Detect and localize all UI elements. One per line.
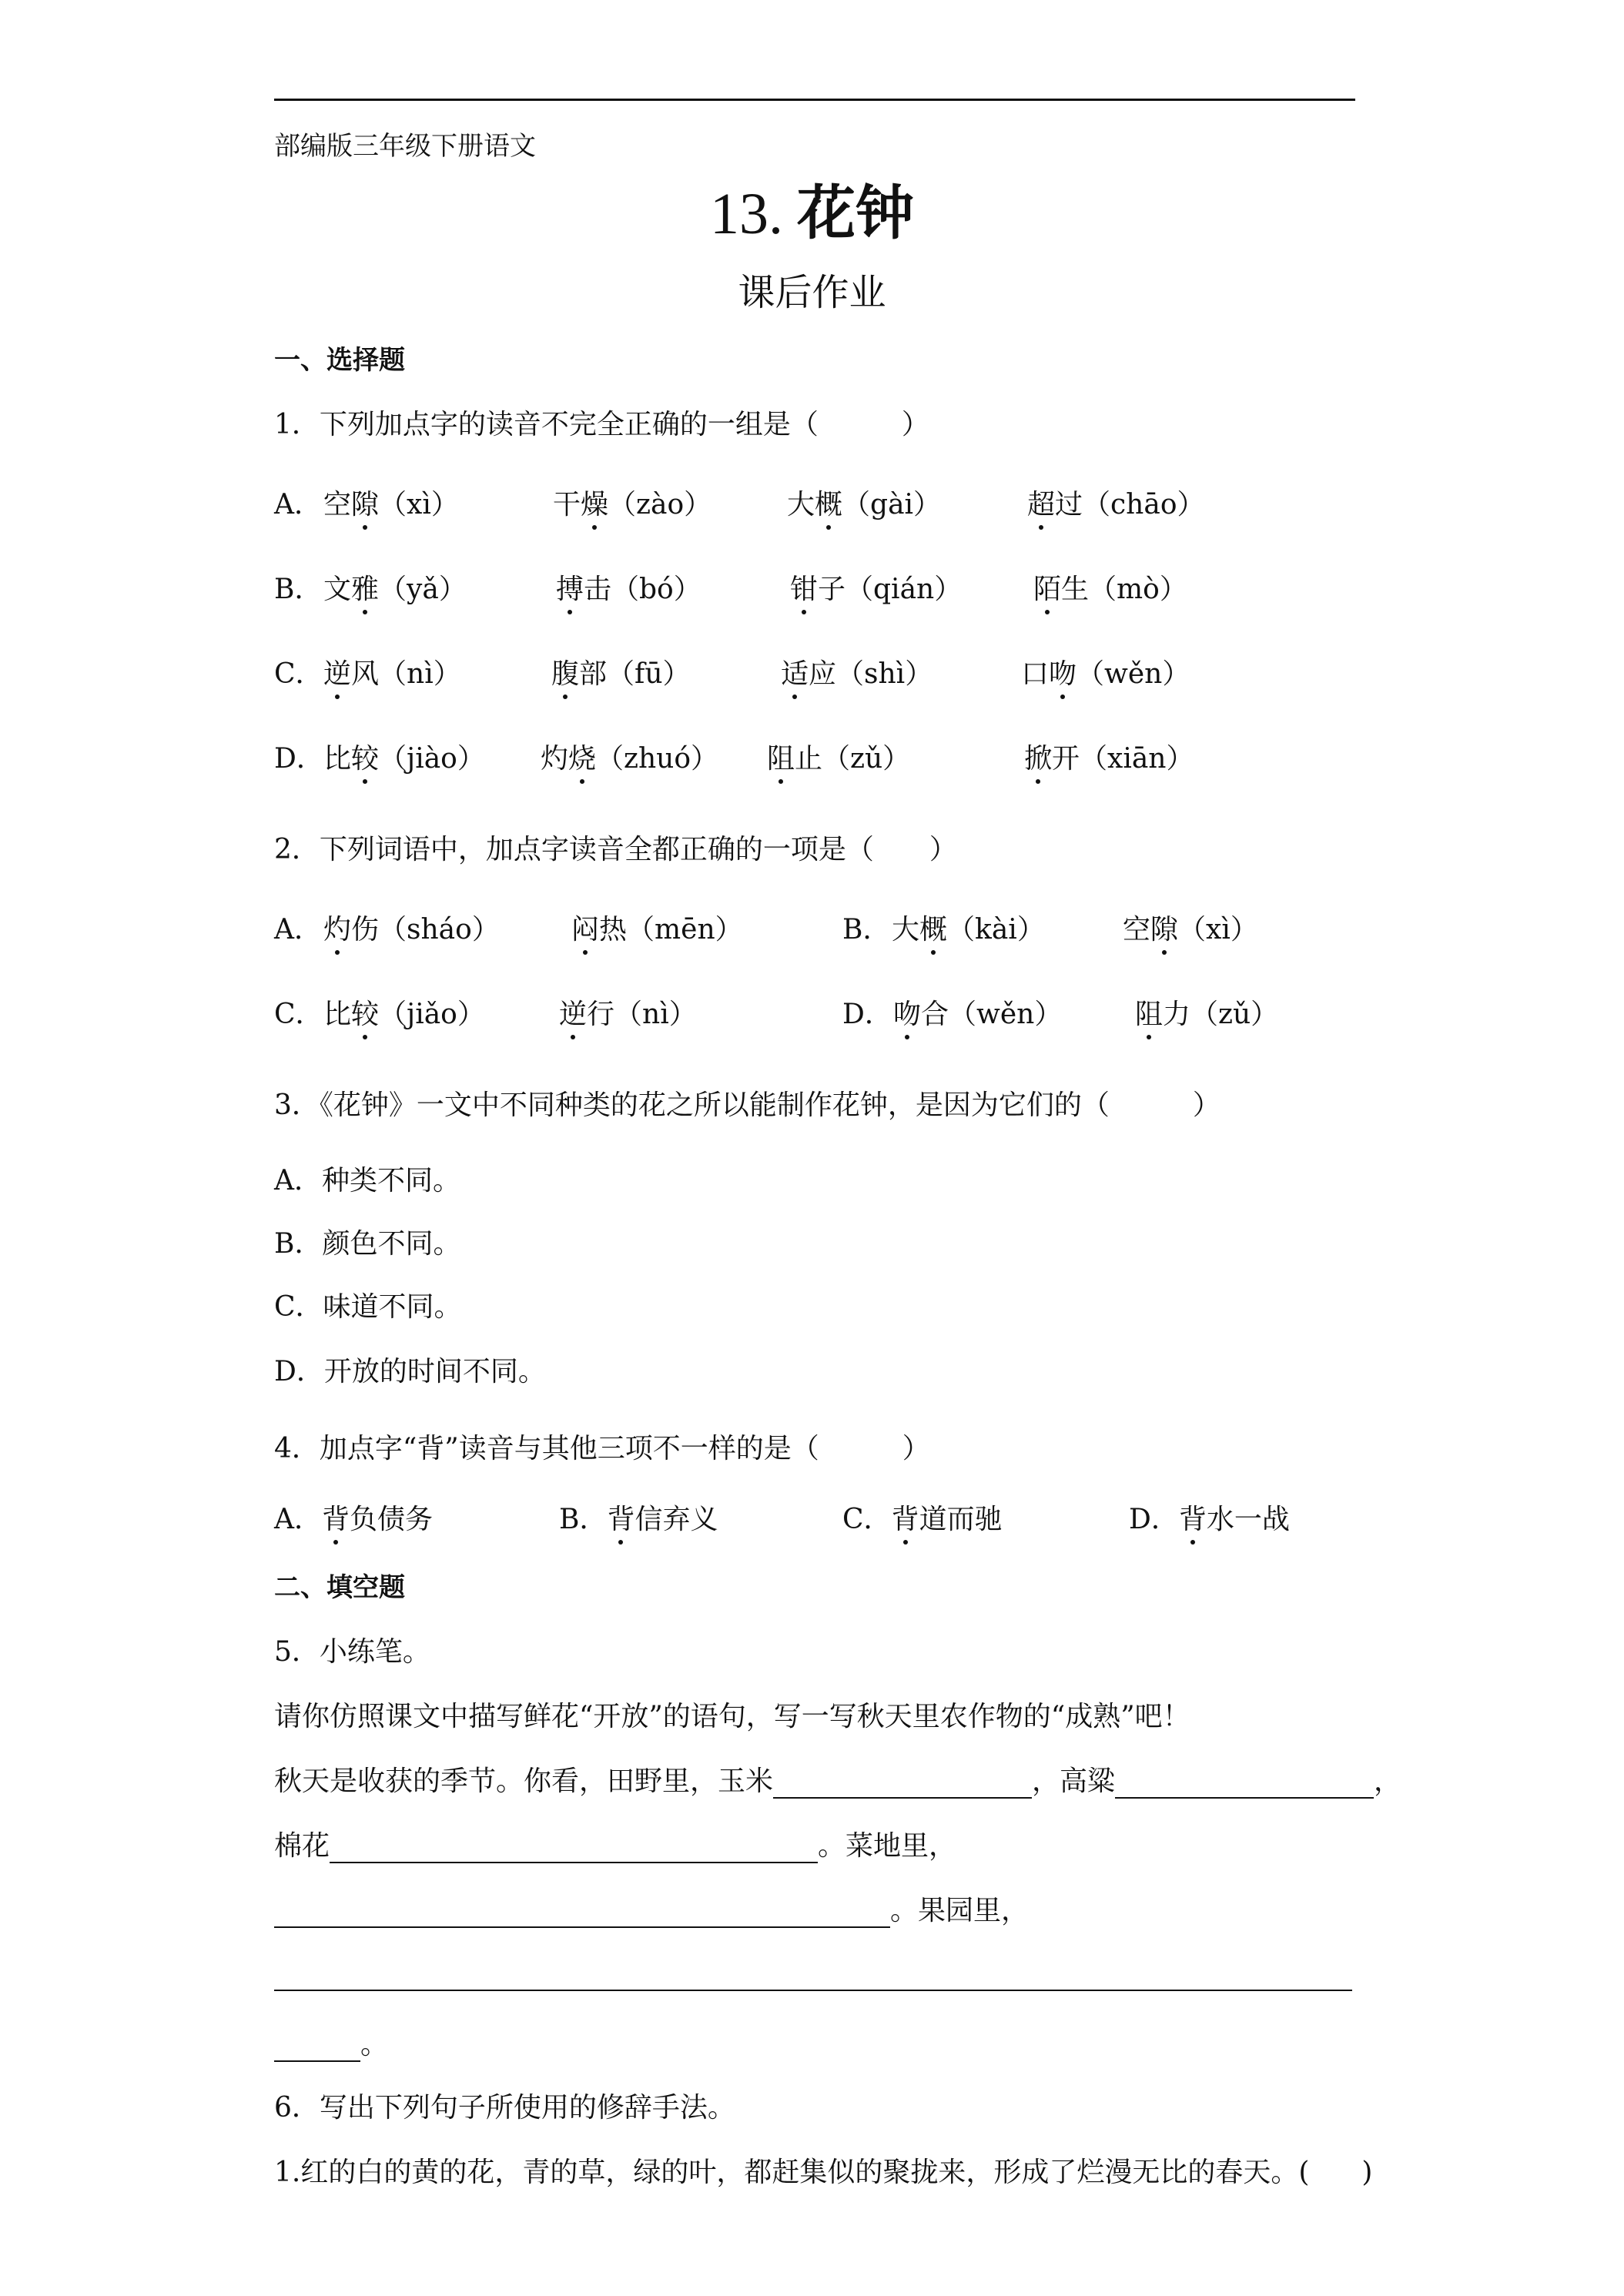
blank-corn[interactable] — [773, 1769, 1032, 1799]
dot-char: 背 — [891, 1504, 919, 1535]
dot-char: 灼 — [323, 914, 352, 946]
q1-option-d-item-4: 掀开（xiān） — [1024, 743, 1194, 775]
dot-char: 吻 — [1049, 658, 1077, 690]
q3-option-c: C．味道不同。 — [274, 1291, 462, 1323]
q1-option-c-item-4: 口吻（wěn） — [1021, 658, 1190, 690]
q5-instruction: 请你仿照课文中描写鲜花“开放”的语句，写一写秋天里农作物的“成熟”吧！ — [274, 1701, 1190, 1732]
dot-char: 闷 — [571, 914, 600, 946]
q1-option-d-item-3: 阻止（zǔ） — [767, 743, 911, 775]
dot-char: 概 — [815, 489, 843, 520]
dot-char: 背 — [1178, 1504, 1207, 1535]
dot-char: 背 — [322, 1504, 350, 1535]
q3-option-b: B．颜色不同。 — [274, 1228, 461, 1260]
q5-line-2: 棉花 。菜地里， — [274, 1830, 957, 1862]
header-book: 部编版三年级下册语文 — [274, 131, 536, 162]
q1-option-a-item-2: 干燥（zào） — [553, 489, 712, 520]
blank-sorghum[interactable] — [1115, 1769, 1374, 1799]
q1-option-b-item-4: 陌生（mò） — [1033, 574, 1187, 605]
q1-option-d-label: D． — [274, 743, 324, 775]
q6-stem: 6．写出下列句子所使用的修辞手法。 — [274, 2092, 735, 2124]
q4-option-d: D．背水一战 — [1129, 1504, 1290, 1535]
q1-option-d-item-2: 灼烧（zhuó） — [541, 743, 719, 775]
q2-option-b-item-2: 空隙（xì） — [1123, 914, 1258, 946]
q2-option-a-item-1: 灼伤（sháo） — [323, 914, 500, 946]
q5-line-3: 。果园里， — [274, 1894, 1029, 1928]
q4-option-c: C．背道而驰 — [842, 1504, 1003, 1535]
q5-line-1: 秋天是收获的季节。你看，田野里，玉米 ，高粱 ， — [274, 1766, 1402, 1797]
q2-option-b-item-1: 大概（kài） — [892, 914, 1045, 946]
dot-char: 隙 — [1150, 914, 1179, 946]
dot-char: 阻 — [767, 743, 795, 775]
page-subtitle: 课后作业 — [738, 271, 886, 314]
q5-stem: 5．小练笔。 — [274, 1636, 430, 1668]
dot-char: 雅 — [351, 574, 380, 605]
header-rule — [274, 99, 1355, 101]
dot-char: 概 — [919, 914, 948, 946]
q1-option-c-item-1: 逆风（nì） — [323, 658, 461, 690]
section-choice-heading: 一、选择题 — [274, 345, 405, 376]
dot-char: 逆 — [559, 999, 588, 1030]
dot-char: 钳 — [790, 574, 819, 605]
dot-char: 超 — [1027, 489, 1056, 520]
q1-option-b-item-2: 搏击（bó） — [556, 574, 702, 605]
dot-char: 吻 — [893, 999, 922, 1030]
blank-orchard-line[interactable] — [274, 1990, 1352, 1991]
dot-char: 烧 — [568, 743, 597, 775]
q2-option-d-item-1: 吻合（wěn） — [893, 999, 1063, 1030]
q3-option-a: A．种类不同。 — [274, 1165, 460, 1197]
section-fill-heading: 二、填空题 — [274, 1572, 405, 1603]
dot-char: 逆 — [323, 658, 352, 690]
dot-char: 燥 — [581, 489, 609, 520]
q2-option-c-item-1: 比较（jiǎo） — [323, 999, 485, 1030]
q1-option-a-item-1: 空隙（xì） — [323, 489, 459, 520]
dot-char: 隙 — [351, 489, 380, 520]
q2-stem: 2．下列词语中，加点字读音全都正确的一项是（ ） — [274, 834, 957, 865]
q5-line-5: 。 — [274, 2028, 388, 2062]
q1-stem: 1．下列加点字的读音不完全正确的一组是（ ） — [274, 409, 929, 440]
q1-option-b-label: B． — [274, 574, 323, 605]
q1-option-a-item-4: 超过（chāo） — [1027, 489, 1205, 520]
q2-option-d-item-2: 阻力（zǔ） — [1135, 999, 1279, 1030]
title-number: 13. — [710, 182, 783, 246]
blank-vegetable-garden[interactable] — [274, 1899, 890, 1928]
q1-option-c-label: C． — [274, 658, 323, 690]
dot-char: 搏 — [556, 574, 584, 605]
q4-option-a: A．背负债务 — [274, 1504, 434, 1535]
dot-char: 掀 — [1024, 743, 1053, 775]
q2-option-a-item-2: 闷热（mēn） — [571, 914, 743, 946]
dot-char: 阻 — [1135, 999, 1164, 1030]
dot-char: 陌 — [1033, 574, 1062, 605]
q1-option-d-item-1: 比较（jiào） — [323, 743, 485, 775]
q4-option-b: B．背信弃义 — [559, 1504, 718, 1535]
dot-char: 背 — [607, 1504, 635, 1535]
q3-stem: 3．《花钟》一文中不同种类的花之所以能制作花钟，是因为它们的（ ） — [274, 1089, 1221, 1121]
q1-option-b-item-1: 文雅（yǎ） — [323, 574, 467, 605]
q1-option-c-item-2: 腹部（fū） — [551, 658, 691, 690]
q3-option-d: D．开放的时间不同。 — [274, 1356, 546, 1387]
q2-option-d-label: D． — [842, 999, 892, 1030]
dot-char: 适 — [781, 658, 809, 690]
q6-sentence-1: 1.红的白的黄的花，青的草，绿的叶，都赶集似的聚拢来，形成了烂漫无比的春天。( ) — [274, 2157, 1373, 2188]
q2-option-b-label: B． — [842, 914, 891, 946]
q2-option-c-label: C． — [274, 999, 323, 1030]
q1-option-b-item-3: 钳子（qián） — [790, 574, 963, 605]
page-title — [0, 179, 1624, 249]
q1-option-a-label: A． — [274, 489, 322, 520]
q4-stem: 4．加点字“背”读音与其他三项不一样的是（ ） — [274, 1433, 930, 1464]
q2-option-a-label: A． — [274, 914, 322, 946]
blank-orchard-end[interactable] — [274, 2033, 360, 2062]
dot-char: 较 — [351, 999, 380, 1030]
title-name: 花钟 — [797, 179, 914, 247]
dot-char: 腹 — [551, 658, 580, 690]
q2-option-c-item-2: 逆行（nì） — [559, 999, 697, 1030]
q1-option-c-item-3: 适应（shì） — [781, 658, 933, 690]
blank-cotton[interactable] — [330, 1834, 818, 1863]
q1-option-a-item-3: 大概（gài） — [787, 489, 942, 520]
dot-char: 较 — [351, 743, 380, 775]
